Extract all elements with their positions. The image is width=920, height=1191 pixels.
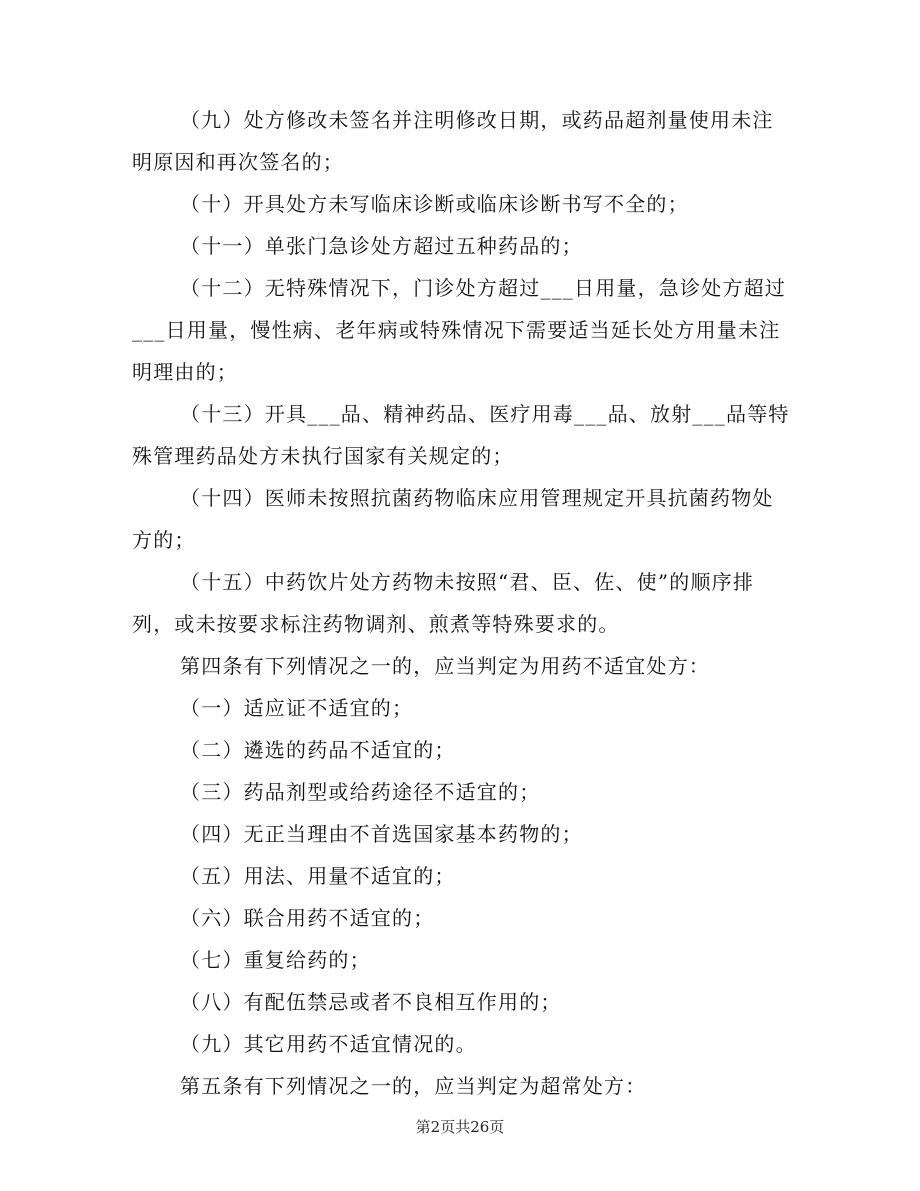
list-item: （七）重复给药的； <box>180 948 371 972</box>
paragraph-line: 明理由的； <box>132 360 238 384</box>
list-item: （二）遴选的药品不适宜的； <box>180 738 456 762</box>
paragraph-line: （九）处方修改未签名并注明修改日期，或药品超剂量使用未注 <box>180 108 774 132</box>
section-heading: 第四条有下列情况之一的，应当判定为用药不适宜处方： <box>180 654 710 678</box>
paragraph-line: （十二）无特殊情况下，门诊处方超过___日用量，急诊处方超过 <box>180 276 786 300</box>
paragraph-line: （十）开具处方未写临床诊断或临床诊断书写不全的； <box>180 192 689 216</box>
paragraph-line: （十三）开具___品、精神药品、医疗用毒___品、放射___品等特 <box>180 402 790 426</box>
list-item: （八）有配伍禁忌或者不良相互作用的； <box>180 990 562 1014</box>
list-item: （四）无正当理由不首选国家基本药物的； <box>180 822 583 846</box>
paragraph-line: 列，或未按要求标注药物调剂、煎煮等特殊要求的。 <box>132 612 620 636</box>
list-item: （一）适应证不适宜的； <box>180 696 414 720</box>
page-number-footer: 第2页共26页 <box>415 1118 505 1136</box>
paragraph-line: ___日用量，慢性病、老年病或特殊情况下需要适当延长处方用量未注 <box>132 318 781 342</box>
paragraph-line: （十一）单张门急诊处方超过五种药品的； <box>180 234 583 258</box>
list-item: （三）药品剂型或给药途径不适宜的； <box>180 780 541 804</box>
paragraph-line: 殊管理药品处方未执行国家有关规定的； <box>132 444 514 468</box>
section-heading: 第五条有下列情况之一的，应当判定为超常处方： <box>180 1074 647 1098</box>
list-item: （六）联合用药不适宜的； <box>180 906 435 930</box>
paragraph-line: 方的； <box>132 528 196 552</box>
paragraph-line: 明原因和再次签名的； <box>132 150 344 174</box>
list-item: （五）用法、用量不适宜的； <box>180 864 456 888</box>
paragraph-line: （十五）中药饮片处方药物未按照“君、臣、佐、使”的顺序排 <box>180 570 755 594</box>
list-item: （九）其它用药不适宜情况的。 <box>180 1032 477 1056</box>
paragraph-line: （十四）医师未按照抗菌药物临床应用管理规定开具抗菌药物处 <box>180 486 774 510</box>
